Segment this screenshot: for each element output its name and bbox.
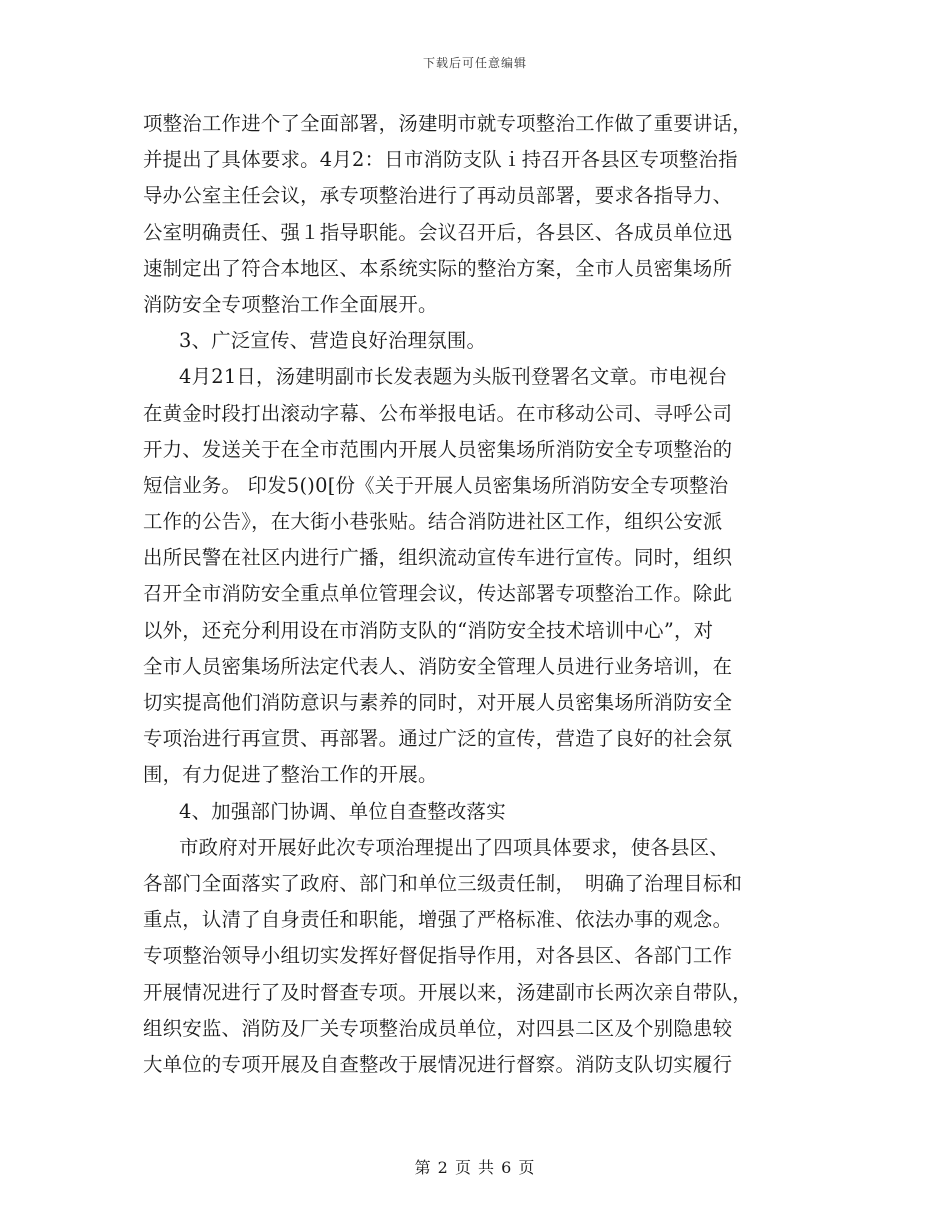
text-line: 消防安全专项整治工作全面展开。 [143, 292, 438, 316]
text-line: 速制定出了符合本地区、本系统实际的整治方案，全市人员密集场所 [143, 256, 733, 280]
text-line: 公室明确责任、强１指导职能。会议召开后，各县区、各成员单位迅 [143, 220, 733, 244]
text-line: 大单位的专项开展及自查整改于展情况进行督察。消防支队切实履行 [143, 1052, 733, 1076]
paragraph-first-line: 4、加强部门协调、单位自查整改落实 [179, 799, 506, 823]
text-line: 工作的公告》，在大街小巷张贴。结合消防进社区工作，组织公安派 [143, 510, 723, 534]
text-line: 召开全市消防安全重点单位管理会议，传达部署专项整治工作。除此 [143, 582, 733, 606]
text-line: 全市人员密集场所法定代表人、消防安全管理人员进行业务培训，在 [143, 654, 733, 678]
text-line: 切实提高他们消防意识与素养的同时，对开展人员密集场所消防安全 [143, 691, 733, 714]
page-header: 下载后可任意编辑 [422, 56, 527, 70]
text-line: 各部门全面落实了政府、部门和单位三级责任制， 明确了治理目标和 [143, 871, 743, 895]
text-line: 出所民警在社区内进行广播，组织流动宣传车进行宣传。同时，组织 [143, 546, 733, 570]
text-line: 导办公室主任会议，承专项整治进行了再动员部署，要求各指导力、 [143, 184, 733, 208]
text-line: 开展情况进行了及时督查专项。开展以来，汤建副市长两次亲自带队， [143, 980, 752, 1004]
text-line: 重点，认清了自身责任和职能，增强了严格标准、依法办事的观念。 [143, 908, 733, 932]
text-line: 并提出了具体要求。4月2：日市消防支队ｉ持召开各县区专项整治指 [143, 148, 738, 172]
text-line: 项整治工作进个了全面部署，汤建明市就专项整治工作做了重要讲话， [143, 112, 752, 135]
text-line: 专项整治领导小组切实发挥好督促指导作用，对各县区、各部门工作 [143, 944, 733, 968]
paragraph-first-line: 4月21日，汤建明副市长发表题为头版刊登署名文章。市电视台 [179, 365, 728, 389]
text-line: 专项治进行再宣贯、再部署。通过广泛的宣传，营造了良好的社会氛 [143, 727, 733, 751]
document-body [143, 106, 805, 1083]
text-line: 围，有力促进了整治工作的开展。 [143, 763, 438, 787]
text-line: 开力、发送关于在全市范围内开展人员密集场所消防安全专项整治的 [143, 437, 733, 461]
text-line: 组织安监、消防及厂关专项整治成员单位，对四县二区及个别隐患较 [143, 1016, 733, 1040]
text-line: 以外，还充分利用设在市消防支队的“消防安全技术培训中心”，对 [143, 618, 714, 642]
paragraph-first-line: 市政府对开展好此次专项治理提出了四项具体要求，使各县区、 [179, 835, 729, 859]
text-line: 短信业务。 印发5()0[份《关于开展人员密集场所消防安全专项整治 [143, 473, 729, 497]
paragraph-first-line: 3、广泛宣传、营造良好治理氛围。 [179, 329, 487, 353]
text-line: 在黄金时段打出滚动字幕、公布举报电话。在市移动公司、寻呼公司 [143, 401, 733, 425]
page-number-footer: 第 2 页 共 6 页 [414, 1158, 536, 1177]
